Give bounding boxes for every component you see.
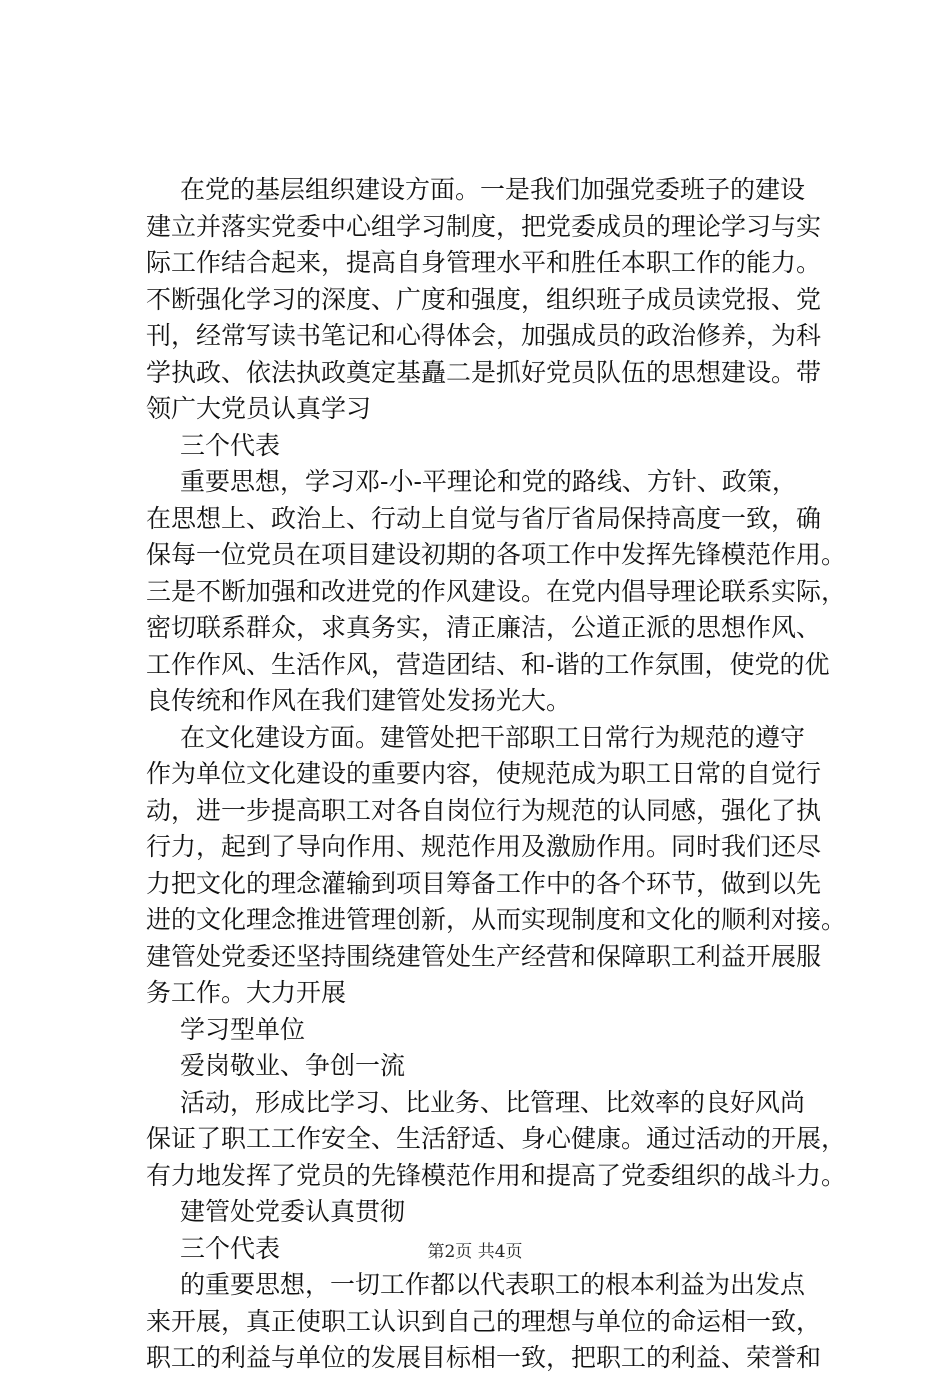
text-line: 领广大党员认真学习 — [146, 394, 372, 423]
text-line: 工作作风、生活作风，营造团结、和-谐的工作氛围，使党的优 — [146, 649, 830, 679]
text-line: 务工作。大力开展 — [146, 978, 347, 1007]
text-line: 来开展，真正使职工认识到自己的理想与单位的命运相一致， — [146, 1306, 822, 1336]
document-body — [146, 172, 846, 1377]
text-line: 刊，经常写读书笔记和心得体会，加强成员的政治修养，为科 — [146, 321, 822, 350]
text-line: 动，进一步提高职工对各自岗位行为规范的认同感，强化了执 — [146, 795, 822, 825]
text-line: 作为单位文化建设的重要内容，使规范成为职工日常的自觉行 — [146, 759, 822, 788]
text-line: 在文化建设方面。建管处把干部职工日常行为规范的遵守 — [180, 722, 806, 752]
text-line: 保证了职工工作安全、生活舒适、身心健康。通过活动的开展， — [146, 1124, 847, 1153]
text-line: 三个代表 — [180, 430, 281, 460]
text-line: 建管处党委还坚持围绕建管处生产经营和保障职工利益开展服 — [146, 941, 822, 971]
text-line: 学执政、依法执政奠定基矗二是抓好党员队伍的思想建设。带 — [146, 357, 822, 387]
page-footer: 第2页 共4页 — [427, 1242, 523, 1262]
text-line: 不断强化学习的深度、广度和强度，组织班子成员读党报、党 — [146, 284, 822, 314]
text-line: 密切联系群众，求真务实，清正廉洁，公道正派的思想作风、 — [146, 613, 822, 642]
text-line: 际工作结合起来，提高自身管理水平和胜任本职工作的能力。 — [146, 248, 822, 277]
text-line: 学习型单位 — [180, 1014, 306, 1044]
text-line: 保每一位党员在项目建设初期的各项工作中发挥先锋模范作用。 — [146, 540, 847, 569]
text-line: 进的文化理念推进管理创新，从而实现制度和文化的顺利对接。 — [146, 905, 847, 934]
text-line: 建管处党委认真贯彻 — [180, 1197, 406, 1226]
text-line: 在党的基层组织建设方面。一是我们加强党委班子的建设 — [180, 175, 806, 204]
text-line: 行力，起到了导向作用、规范作用及激励作用。同时我们还尽 — [146, 832, 822, 861]
text-line: 爱岗敬业、争创一流 — [180, 1051, 406, 1080]
text-line: 有力地发挥了党员的先锋模范作用和提高了党委组织的战斗力。 — [146, 1160, 847, 1190]
text-line: 职工的利益与单位的发展目标相一致，把职工的利益、荣誉和 — [146, 1343, 822, 1372]
text-line: 力把文化的理念灌输到项目筹备工作中的各个环节，做到以先 — [146, 868, 822, 898]
text-line: 活动，形成比学习、比业务、比管理、比效率的良好风尚 — [180, 1087, 806, 1117]
text-line: 重要思想，学习邓-小-平理论和党的路线、方针、政策， — [180, 467, 797, 496]
text-line: 建立并落实党委中心组学习制度，把党委成员的理论学习与实 — [146, 211, 822, 241]
text-line: 三是不断加强和改进党的作风建设。在党内倡导理论联系实际， — [146, 576, 847, 606]
text-line: 在思想上、政治上、行动上自觉与省厅省局保持高度一致，确 — [146, 503, 822, 533]
text-line: 良传统和作风在我们建管处发扬光大。 — [146, 686, 572, 715]
text-line: 的重要思想，一切工作都以代表职工的根本利益为出发点 — [180, 1270, 806, 1299]
text-line: 三个代表 — [180, 1233, 281, 1263]
